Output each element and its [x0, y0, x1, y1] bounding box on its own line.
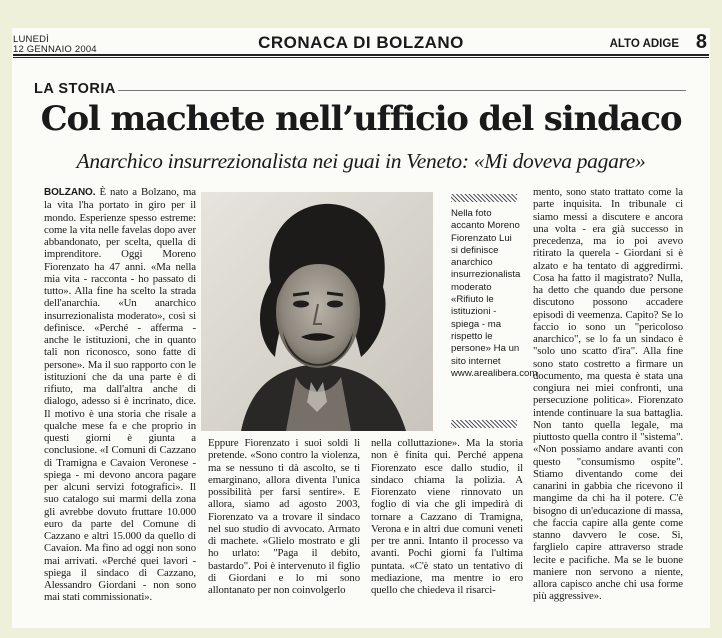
column-1-text: È nato a Bolzano, ma la vita l'ha portato in giro per il mondo. Esperienze spesso estreme: come la vita nelle favelas dopo aver abbandonato, per scelta, quella di imprenditore. Oggi Moreno Fiorenzato ha 47 anni. «Ma nella mia vita - racconta - ho passato di tutto». Alla fine ha scelto la strada dell'anarchia. «Un anarchico insurrezionalista moderato», così si definisce. «Perché - afferma - anche le istituzioni, che in quanto tali non riconosco, sono fatte di persone». Ma il suo rapporto con le istituzioni che da una parte è di rifiuto, ma dall'altra anche di dialogo, adesso si è incrinato, dice. Il motivo è una storia che risale a qualche mese fa e che proprio in questi giorni è giunta a conclusione. «I Comuni di Cazzano di Tramigna e Cavaion Veronese - spiega - mi devono ancora pagare per alcuni servizi fotografici». Il suo catalogo sui marmi della zona gli avrebbe dovuto fruttare 10.000 euro da parte del Comune di Cazzano e altri 15.000 da quello di Cavaion. Ma fino ad oggi non sono mai arrivati. «Perché quei lavori - spiega il sindaco di Cazzano, Alessandro Giordani - non sono mai stati commissionati». — [44, 186, 196, 604]
photo-caption — [451, 208, 538, 380]
date: 12 GENNAIO 2004 — [13, 44, 97, 55]
header-rule-thin — [13, 57, 709, 58]
portrait-photo — [201, 192, 433, 431]
subheadline: Anarchico insurrezionalista nei guai in Veneto: «Mi doveva pagare» — [76, 149, 646, 173]
article-column-2 — [208, 437, 360, 596]
article-column-1 — [44, 186, 196, 604]
column-2-text: Eppure Fiorenzato i suoi soldi li pretende. «Sono contro la violenza, ma se nessuno ti dà ascolto, se ti emarginano, allora diventa l'unica possibilità per farsi sentire». E allora, siamo ad agosto 2003, Fiorenzato va a trovare il sindaco nel suo studio di avvocato. Armato di machete. «Glielo mostrato e gli ho urlato: "Paga il debito, bastardo". Poi è intervenuto il figlio di Giordani e lo mi sono allontanato per non coinvolgerlo — [208, 437, 360, 596]
article-column-3 — [371, 437, 523, 596]
caption-text: Nella foto accanto Moreno Fiorenzato Lui si definisce anarchico insurrezionalista moderato «Rifiuto le istituzioni - spiega - ma rispetto le persone» Ha un sito internet www.arealibera.com — [451, 208, 538, 379]
column-3-text: nella colluttazione». Ma la storia non è finita qui. Perché appena Fiorenzato esce dallo studio, il sindaco chiama la polizia. A Fiorenzato viene rinnovato un foglio di via che gli impedirà di tornare a Cazzano di Tramigna, Verona e in altri due comuni veneti per tre anni. Intanto il processo va avanti. Pochi giorni fa l'ultima puntata. «C'è stato un tentativo di mediazione, ma mentre io ero quello che chiedeva il risarci- — [371, 437, 523, 596]
caption-pattern-bottom — [451, 420, 517, 428]
headline: Col machete nell’ufficio del sindaco — [40, 99, 682, 139]
newspaper-name: ALTO ADIGE — [609, 38, 679, 50]
page-header — [0, 0, 722, 60]
caption-pattern-top — [451, 194, 517, 202]
kicker-rule — [118, 90, 686, 91]
kicker: LA STORIA — [34, 81, 116, 97]
dateline: BOLZANO. — [44, 187, 96, 198]
page-number: 8 — [695, 31, 707, 53]
section-title: CRONACA DI BOLZANO — [258, 33, 464, 52]
portrait-image — [201, 192, 433, 431]
article-column-4 — [533, 186, 683, 603]
weekday: LUNEDÌ — [13, 34, 50, 45]
header-rule — [13, 54, 709, 56]
column-4-text: mento, sono stato trattato come la parte inquisita. In tribunale ci siamo messi a discutere e ancora una volta - era già successo in precedenza, ma io poi avevo ritirato la querela - Giordani si è alzato e ha tentato di aggredirmi. Cosa ha fatto il magistrato? Nulla, ha detto che quando due persone discutono possono accadere episodi di veemenza. Capito? Se lo faccio io sono un "pericoloso anarchico", se lo fa un sindaco è "solo uno scatto d'ira". Alla fine sono stato costretto a firmare un documento, ma questa è stata una congiura nei miei confronti, una persecuzione politica». Fiorenzato intende continuare la sua battaglia. Non tanto quella legale, ma piuttosto quella contro il "sistema". «Non possiamo andare avanti con questo "consumismo ospite". Stiamo diventando come dei canarini in gabbia che ricevono il mangime da chi ha il potere. C'è bisogno di un'educazione di massa, che faccia capire alla gente come stanno davvero le cose. Sì, farglielo capire attraverso strade lecite e pacifiche. Ma se le buone maniere non servono a niente, allora capisco anche chi usa forme più aggressive». — [533, 186, 683, 603]
